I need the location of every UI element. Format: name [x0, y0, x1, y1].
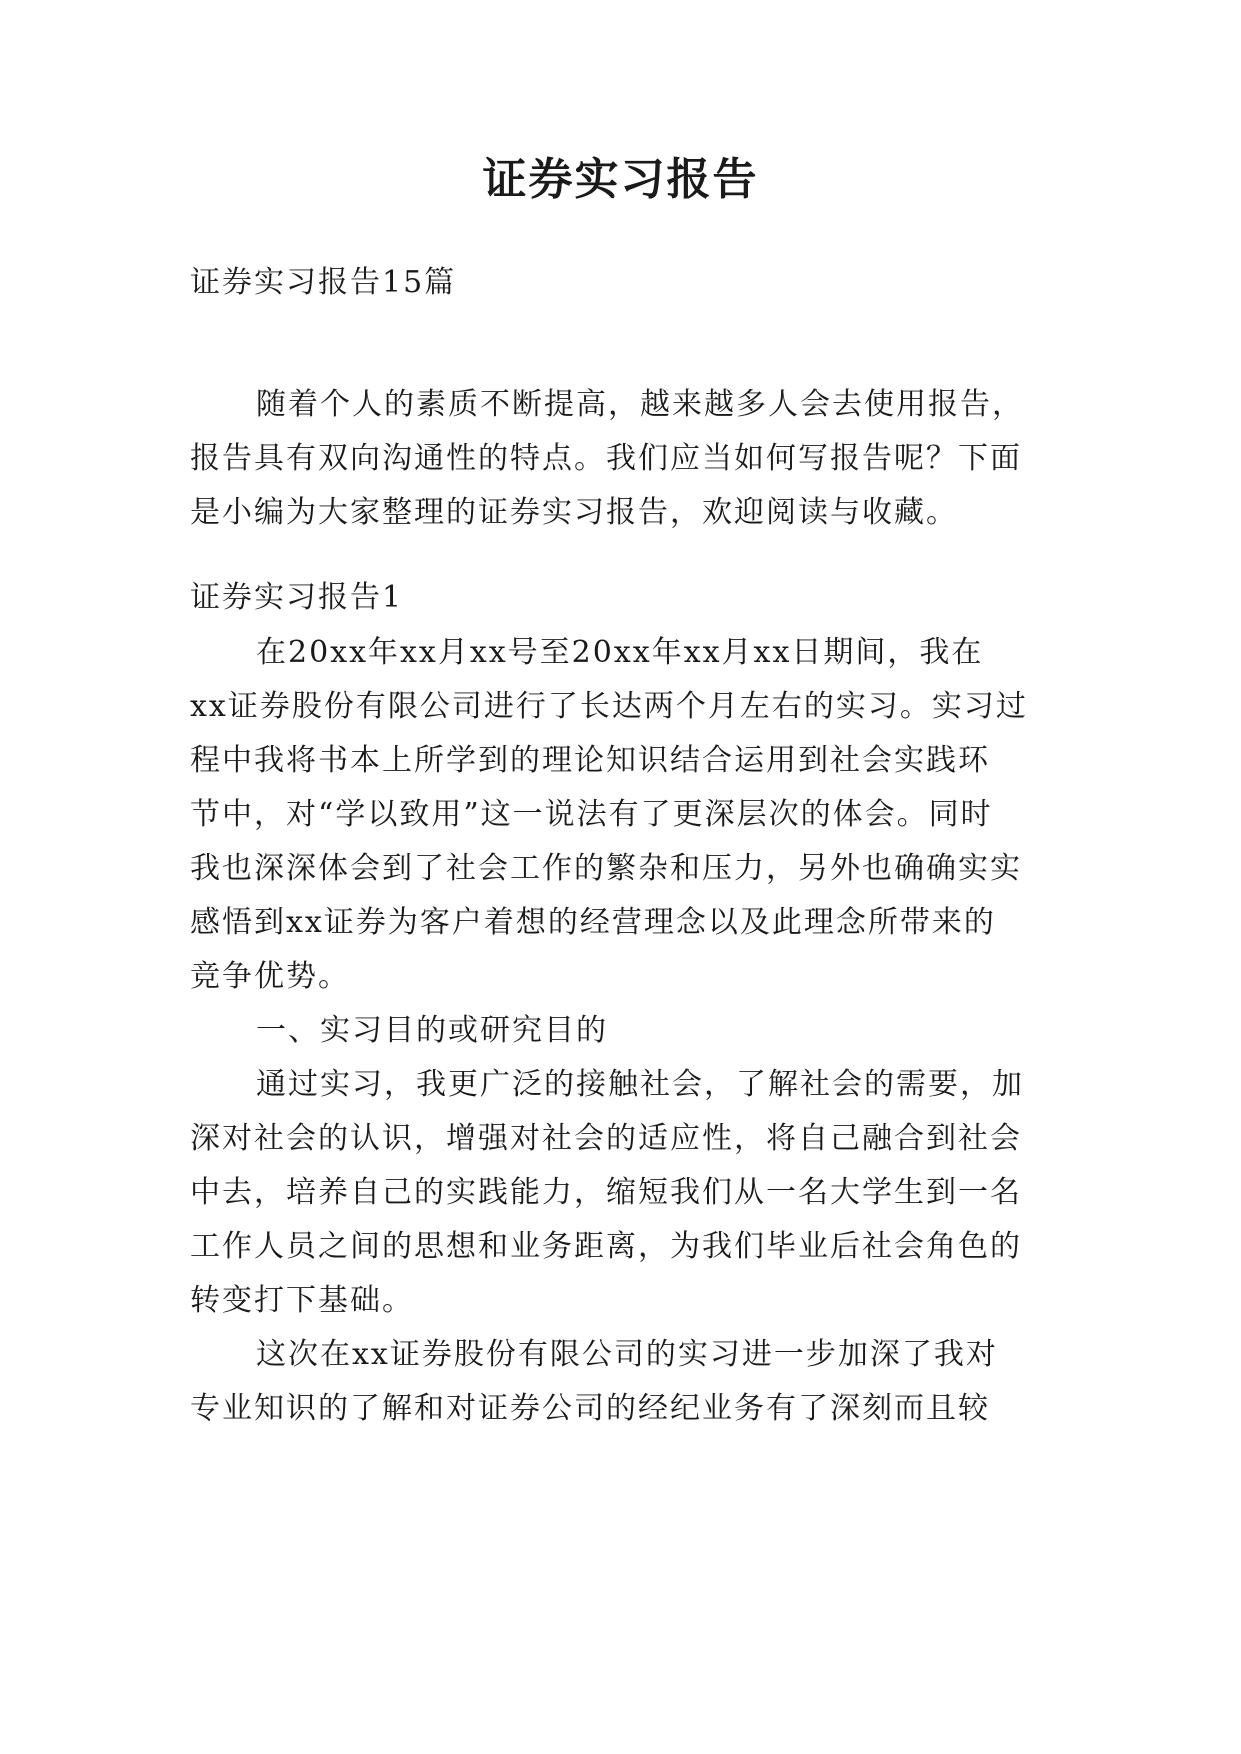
paragraph-line: 中去，培养自己的实践能力，缩短我们从一名大学生到一名 [190, 1175, 1022, 1210]
paragraph-line: 工作人员之间的思想和业务距离，为我们毕业后社会角色的 [190, 1229, 1022, 1264]
paragraph-line: 在20xx年xx月xx号至20xx年xx月xx日期间，我在 [256, 635, 984, 670]
paragraph-line: xx证券股份有限公司进行了长达两个月左右的实习。实习过 [190, 689, 1028, 724]
paragraph-line: 程中我将书本上所学到的理论知识结合运用到社会实践环 [190, 743, 990, 778]
paragraph-line: 节中，对“学以致用”这一说法有了更深层次的体会。同时 [190, 797, 993, 832]
paragraph-line: 我也深深体会到了社会工作的繁杂和压力，另外也确确实实 [190, 851, 1022, 886]
intro-line: 是小编为大家整理的证券实习报告，欢迎阅读与收藏。 [190, 495, 958, 530]
paragraph-line: 深对社会的认识，增强对社会的适应性，将自己融合到社会 [190, 1121, 1022, 1156]
section-heading: 证券实习报告1 [190, 580, 404, 615]
paragraph-line: 专业知识的了解和对证券公司的经纪业务有了深刻而且较 [190, 1391, 990, 1426]
document-title: 证券实习报告 [482, 154, 759, 205]
paragraph-line: 通过实习，我更广泛的接触社会，了解社会的需要，加 [256, 1067, 1024, 1102]
intro-line: 随着个人的素质不断提高，越来越多人会去使用报告， [256, 387, 1024, 422]
paragraph-line: 这次在xx证券股份有限公司的实习进一步加深了我对 [256, 1337, 998, 1372]
paragraph-line: 感悟到xx证券为客户着想的经营理念以及此理念所带来的 [190, 905, 996, 940]
subheading: 一、实习目的或研究目的 [256, 1013, 608, 1048]
paragraph-line: 转变打下基础。 [190, 1283, 414, 1318]
paragraph-line: 竞争优势。 [190, 959, 350, 994]
intro-line: 报告具有双向沟通性的特点。我们应当如何写报告呢？下面 [190, 441, 1022, 476]
document-subtitle: 证券实习报告15篇 [190, 265, 457, 300]
